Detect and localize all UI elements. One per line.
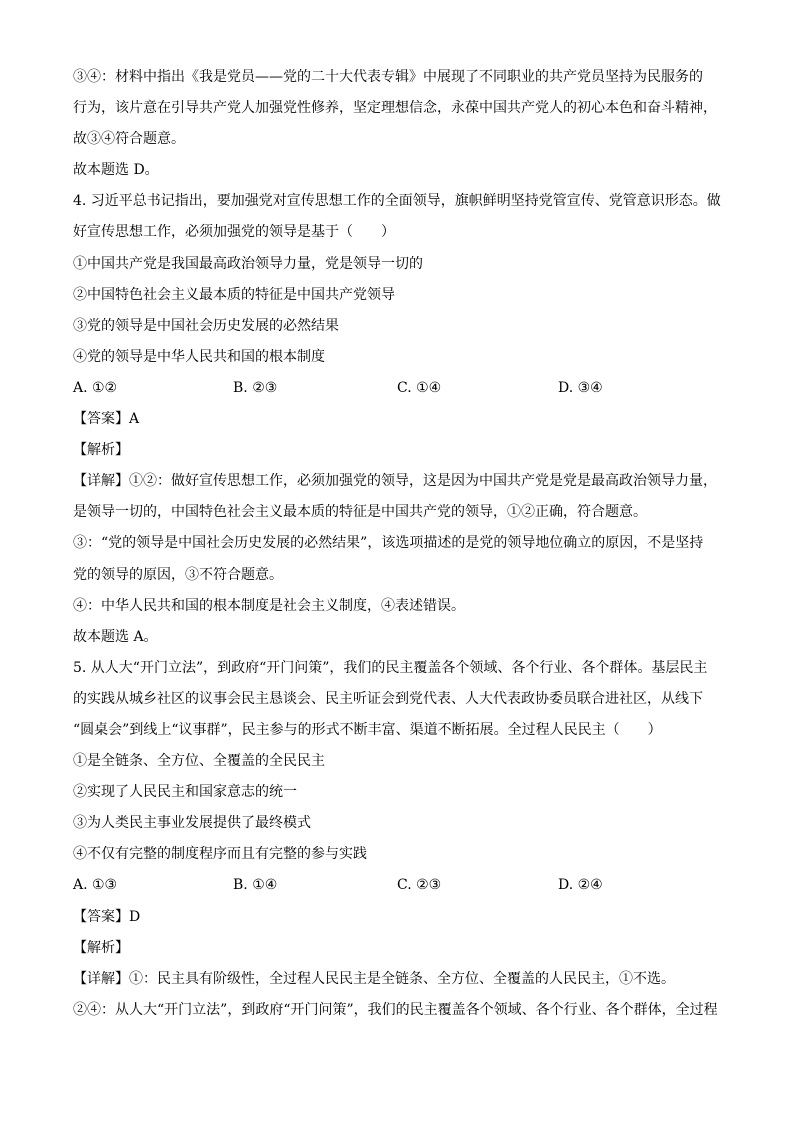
statement-item: ①是全链条、全方位、全覆盖的全民民主	[73, 753, 325, 770]
statement-item: ③党的领导是中国社会历史发展的必然结果	[73, 317, 339, 334]
document-page	[73, 62, 723, 1026]
text-line: 行为，该片意在引导共产党人加强党性修养，坚定理想信念，永葆中国共产党人的初心本色和奋斗精神，	[73, 100, 717, 117]
option-b: B. ②③	[233, 379, 278, 396]
option-a: A. ①②	[73, 379, 118, 396]
explanation-line: ③：“党的领导是中国社会历史发展的必然结果”，该选项描述的是党的领导地位确立的原因，不是坚持	[73, 535, 704, 552]
answer-options	[73, 870, 723, 901]
question-stem-line: 4. 习近平总书记指出，要加强党对宣传思想工作的全面领导，旗帜鲜明坚持党管宣传、党管意识形态。做	[73, 193, 721, 210]
explanation-line: 故本题选 A。	[73, 628, 158, 645]
question-stem-line: “圆桌会”到线上“议事群”，民主参与的形式不断丰富、渠道不断拓展。全过程人民民主（ ）	[73, 721, 662, 738]
explanation-line: 【详解】①：民主具有阶级性，全过程人民民主是全链条、全方位、全覆盖的人民民主，①不选。	[73, 970, 675, 987]
option-d: D. ②④	[558, 877, 603, 894]
statement-item: ④党的领导是中华人民共和国的根本制度	[73, 348, 325, 365]
analysis-label: 【解析】	[73, 442, 129, 459]
question-stem-line: 好宣传思想工作，必须加强党的领导是基于（ ）	[73, 224, 395, 241]
option-b: B. ①④	[233, 877, 278, 894]
explanation-line: ④：中华人民共和国的根本制度是社会主义制度，④表述错误。	[73, 597, 465, 614]
option-c: C. ①④	[397, 379, 442, 396]
question-4	[73, 186, 723, 652]
explanation-line: 是领导一切的，中国特色社会主义最本质的特征是中国共产党的领导，①②正确，符合题意。	[73, 504, 647, 521]
statement-item: ②实现了人民民主和国家意志的统一	[73, 784, 297, 801]
option-a: A. ①③	[73, 877, 118, 894]
explanation-line: 【详解】①②：做好宣传思想工作，必须加强党的领导，这是因为中国共产党是党是最高政治领导力量，	[73, 473, 717, 490]
question-stem-line: 的实践从城乡社区的议事会民主恳谈会、民主听证会到党代表、人大代表政协委员联合进社区，从线下	[73, 690, 703, 707]
text-line: 故③④符合题意。	[73, 131, 185, 148]
question-5	[73, 653, 723, 1026]
statement-item: ②中国特色社会主义最本质的特征是中国共产党领导	[73, 286, 395, 303]
explanation-line: 党的领导的原因，③不符合题意。	[73, 566, 283, 583]
text-line: 故本题选 D。	[73, 162, 159, 179]
option-d: D. ③④	[558, 379, 603, 396]
explanation-line: ②④：从人大“开门立法”，到政府“开门问策”，我们的民主覆盖各个领域、各个行业、各个群体，全过程	[73, 1001, 718, 1018]
statement-item: ①中国共产党是我国最高政治领导力量，党是领导一切的	[73, 255, 423, 272]
answer-label: 【答案】A	[73, 411, 140, 428]
option-c: C. ②③	[397, 877, 442, 894]
text-line: ③④：材料中指出《我是党员——党的二十大代表专辑》中展现了不同职业的共产党员坚持为民服务的	[73, 69, 703, 85]
answer-label: 【答案】D	[73, 908, 141, 925]
statement-item: ③为人类民主事业发展提供了最终模式	[73, 815, 311, 832]
analysis-label: 【解析】	[73, 939, 129, 956]
previous-question-explanation	[73, 62, 723, 186]
answer-options	[73, 373, 723, 404]
statement-item: ④不仅有完整的制度程序而且有完整的参与实践	[73, 846, 367, 863]
question-stem-line: 5. 从人大“开门立法”，到政府“开门问策”，我们的民主覆盖各个领域、各个行业、各个群体。基层民主	[73, 659, 708, 676]
